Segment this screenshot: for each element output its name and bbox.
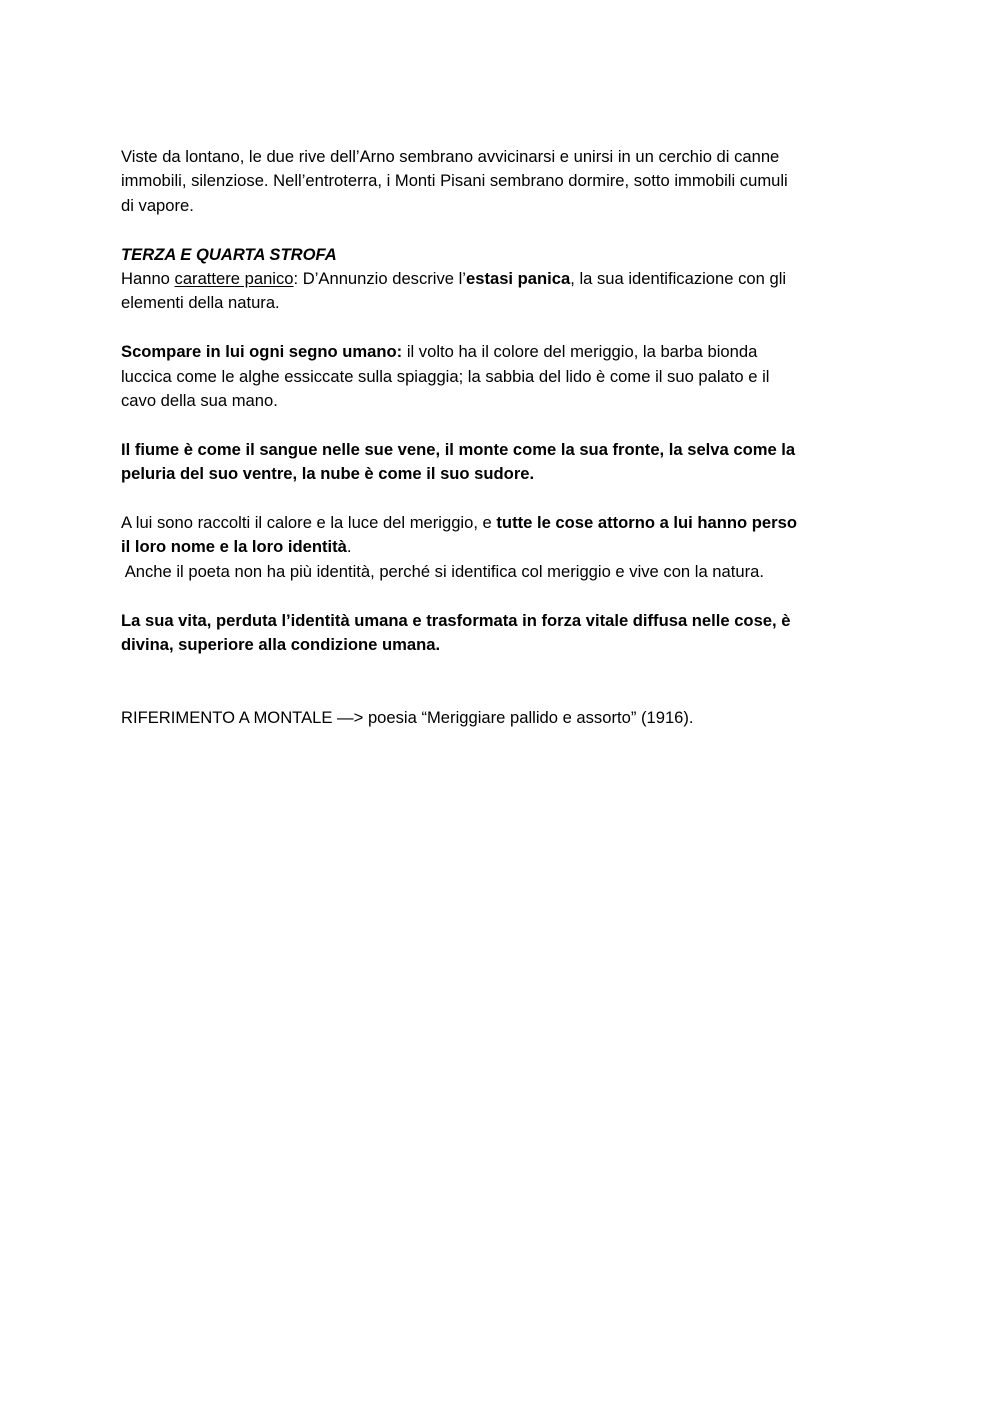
paragraph-line (121, 706, 881, 730)
paragraph-line (121, 609, 881, 633)
document-body (121, 145, 881, 731)
paragraph-line (121, 438, 881, 462)
bold-line: peluria del suo ventre, la nube è come il suo sudore. (121, 464, 535, 484)
spacer (121, 316, 881, 340)
text-line: luccica come le alghe essiccate sulla spiaggia; la sabbia del lido è come il suo palato e il (121, 366, 770, 386)
bold-term: Scompare in lui ogni segno umano: (121, 342, 403, 362)
paragraph-line (121, 145, 881, 169)
heading-text: TERZA E QUARTA STROFA (121, 244, 337, 264)
text-line: immobili, silenziose. Nell’entroterra, i Monti Pisani sembrano dormire, sotto immobili cumuli (121, 171, 788, 191)
paragraph-line (121, 560, 881, 584)
text-line: elementi della natura. (121, 293, 280, 313)
text-run: , la sua identificazione con gli (570, 269, 787, 289)
paragraph-line (121, 194, 881, 218)
bold-line: divina, superiore alla condizione umana. (121, 635, 441, 655)
paragraph-line (121, 633, 881, 657)
bold-term: il loro nome e la loro identità (121, 537, 347, 557)
text-line: Viste da lontano, le due rive dell’Arno sembrano avvicinarsi e unirsi in un cerchio di canne (121, 147, 780, 166)
spacer (121, 487, 881, 511)
spacer (121, 413, 881, 437)
paragraph-line (121, 389, 881, 413)
paragraph-line (121, 511, 881, 535)
paragraph-line (121, 462, 881, 486)
paragraph-line (121, 267, 881, 291)
spacer (121, 657, 881, 706)
bold-line: La sua vita, perduta l’identità umana e trasformata in forza vitale diffusa nelle cose, è (121, 610, 791, 630)
text-line: Anche il poeta non ha più identità, perché si identifica col meriggio e vive con la natura. (121, 561, 764, 581)
section-heading (121, 243, 881, 267)
bold-line: Il fiume è come il sangue nelle sue vene, il monte come la sua fronte, la selva come la (121, 439, 796, 459)
paragraph-line (121, 535, 881, 559)
paragraph-line (121, 291, 881, 315)
paragraph-line (121, 340, 881, 364)
text-run: Hanno (121, 269, 175, 289)
spacer (121, 218, 881, 242)
text-line: cavo della sua mano. (121, 391, 278, 411)
text-run: : D’Annunzio descrive l’ (293, 269, 466, 289)
paragraph-line (121, 169, 881, 193)
text-line: RIFERIMENTO A MONTALE —> poesia “Meriggiare pallido e assorto” (1916). (121, 708, 694, 728)
text-line: di vapore. (121, 195, 194, 215)
bold-term: estasi panica (465, 269, 571, 289)
text-run: . (346, 537, 352, 557)
paragraph-line (121, 365, 881, 389)
bold-term: tutte le cose attorno a lui hanno perso (496, 513, 797, 533)
underlined-term: carattere panico (174, 269, 294, 289)
spacer (121, 584, 881, 608)
text-run: A lui sono raccolti il calore e la luce del meriggio, e (121, 513, 497, 533)
text-run: il volto ha il colore del meriggio, la barba bionda (402, 342, 758, 362)
